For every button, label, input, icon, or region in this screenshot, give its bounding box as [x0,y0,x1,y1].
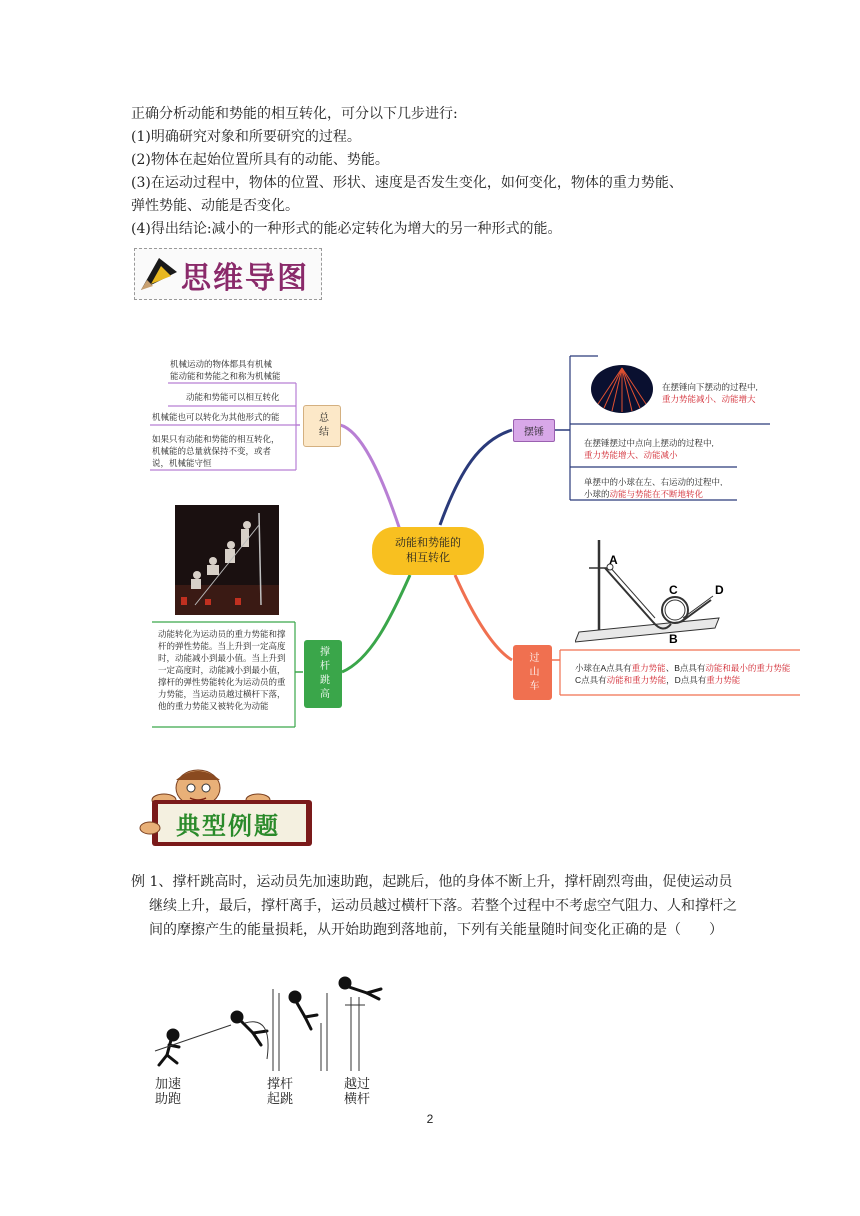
polevault-text: 动能转化为运动员的重力势能和撑杆的弹性势能。当上升到一定高度时，动能减小到最小值。当上升到一定高度时，动能减小到最小值，撑杆的弹性势能转化为运动员的重力势能，当运动员越过横杆下落，他的重力势能又被转化为动能 [158,629,286,711]
summary-item-1: 机械运动的物体都具有机械 能动能和势能之和称为机械能 [170,359,281,381]
coaster-text: 小球在A点具有重力势能、B点具有动能和最小的重力势能 C点具有动能和重力势能，D点具有重力势能 [575,663,791,685]
coaster-label-c: C [669,583,678,597]
intro-line-4: (3)在运动过程中，物体的位置、形状、速度是否发生变化，如何变化，物体的重力势能、 [131,175,683,191]
intro-line-1: 正确分析动能和势能的相互转化，可分以下几步进行: [131,106,458,122]
coaster-label-b: B [669,632,678,646]
intro-line-3: (2)物体在起始位置所具有的动能、势能。 [131,152,389,168]
summary-node: 总结 [303,405,341,447]
page-number: 2 [426,1112,434,1126]
intro-line-5: 弹性势能、动能是否变化。 [131,198,299,214]
coaster-label-d: D [715,583,724,597]
center-node: 动能和势能的 相互转化 [372,527,484,575]
pendulum-node: 摆锤 [513,419,555,442]
examples-badge [136,766,316,850]
figure-label-takeoff: 撑杆 起跳 [266,1076,293,1106]
intro-line-2: (1)明确研究对象和所要研究的过程。 [131,129,361,145]
coaster-node: 过山车 [513,645,552,700]
pendulum-image [590,364,654,414]
pendulum-item-2: 在摆锤摆过中点向上摆动的过程中, 重力势能增大、动能减小 [584,438,714,460]
polevault-photo [175,505,279,615]
summary-item-2: 动能和势能可以相互转化 [186,392,280,402]
figure-label-run: 加速 助跑 [154,1076,181,1106]
intro-line-6: (4)得出结论:减小的一种形式的能必定转化为增大的另一种形式的能。 [131,221,562,237]
summary-item-4: 如果只有动能和势能的相互转化， 机械能的总量就保持不变，或者 说，机械能守恒 [152,434,280,468]
summary-item-3: 机械能也可以转化为其他形式的能 [152,412,280,422]
polevault-node: 撑杆跳高 [304,640,342,708]
coaster-diagram [575,538,725,648]
pendulum-item-1: 在摆锤向下摆动的过程中, 重力势能减小、动能增大 [662,382,758,404]
pendulum-item-3: 单摆中的小球在左、右运动的过程中, 小球的动能与势能在不断地转化 [584,477,723,499]
example-1-text: 例 1、撑杆跳高时，运动员先加速助跑，起跳后，他的身体不断上升，撑杆剧烈弯曲，促使运动员继续上升，最后，撑杆离手，运动员越过横杆下落。若整个过程中不考虑空气阻力、人和撑杆之间的摩擦产生的能量损耗，从开始助跑到落地前，下列有关能量随时间变化正确的是（ ） [131,874,737,938]
examples-title: 典型例题 [176,811,280,840]
example-1 [131,870,741,942]
figure-label-over-bar: 越过 横杆 [343,1076,370,1106]
polevault-figure [145,975,395,1075]
coaster-label-a: A [609,553,618,567]
mindmap-title: 思维导图 [181,261,309,296]
